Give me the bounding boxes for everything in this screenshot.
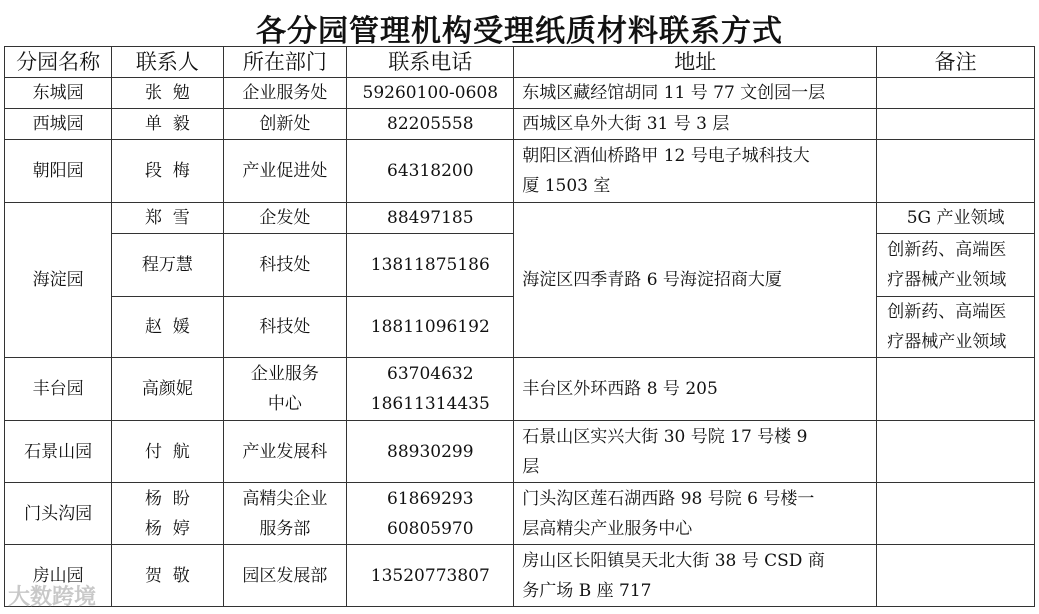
park-name: 丰台园 bbox=[5, 358, 112, 421]
address bbox=[514, 483, 877, 545]
contact-line: 杨 盼 bbox=[144, 488, 190, 509]
contact-name: 程万慧 bbox=[112, 234, 223, 297]
park-name: 海淀园 bbox=[5, 203, 112, 358]
note bbox=[877, 109, 1035, 140]
contact-name: 张 勉 bbox=[112, 78, 223, 109]
address-line: 朝阳区酒仙桥路甲 12 号电子城科技大 bbox=[522, 146, 810, 166]
phone: 18811096192 bbox=[347, 297, 514, 358]
address-line: 厦 1503 室 bbox=[522, 176, 611, 196]
page-title: 各分园管理机构受理纸质材料联系方式 bbox=[256, 14, 783, 49]
note-line: 创新药、高端医 bbox=[887, 240, 1007, 260]
header-phone: 联系电话 bbox=[347, 47, 514, 78]
header-address: 地址 bbox=[514, 47, 877, 78]
contact-name: 高颜妮 bbox=[112, 358, 223, 421]
note-line: 疗器械产业领域 bbox=[887, 270, 1007, 290]
table-row bbox=[5, 109, 1035, 140]
table-row bbox=[5, 203, 1035, 234]
phone-line: 18611314435 bbox=[370, 394, 490, 414]
department: 科技处 bbox=[223, 297, 347, 358]
address-line: 门头沟区莲石湖西路 98 号院 6 号楼一 bbox=[522, 488, 815, 509]
department-line: 中心 bbox=[267, 394, 302, 414]
address: 海淀区四季青路 6 号海淀招商大厦 bbox=[514, 203, 877, 358]
department: 企发处 bbox=[223, 203, 347, 234]
department bbox=[223, 483, 347, 545]
address-line: 石景山区实兴大街 30 号院 17 号楼 9 bbox=[522, 426, 808, 447]
department-line: 企业服务 bbox=[250, 364, 319, 384]
address bbox=[514, 140, 877, 203]
park-name: 房山园 bbox=[5, 545, 112, 607]
contact-name: 郑 雪 bbox=[112, 203, 223, 234]
note bbox=[877, 545, 1035, 607]
table-row bbox=[5, 358, 1035, 421]
department: 企业服务处 bbox=[223, 78, 347, 109]
contact-name: 付 航 bbox=[112, 421, 223, 483]
address-line: 层 bbox=[522, 456, 540, 477]
phone bbox=[347, 358, 514, 421]
contact-name: 段 梅 bbox=[112, 140, 223, 203]
contact-name bbox=[112, 483, 223, 545]
phone-line: 63704632 bbox=[387, 364, 474, 384]
table-row bbox=[5, 421, 1035, 483]
note bbox=[877, 421, 1035, 483]
header-park: 分园名称 bbox=[5, 47, 112, 78]
phone: 82205558 bbox=[347, 109, 514, 140]
phone bbox=[347, 483, 514, 545]
park-name: 朝阳园 bbox=[5, 140, 112, 203]
phone-line: 60805970 bbox=[387, 518, 474, 539]
contact-line: 杨 婷 bbox=[144, 518, 190, 539]
address: 丰台区外环西路 8 号 205 bbox=[514, 358, 877, 421]
department-line: 服务部 bbox=[259, 518, 311, 539]
note bbox=[877, 234, 1035, 297]
park-name: 门头沟园 bbox=[5, 483, 112, 545]
table-row bbox=[5, 483, 1035, 545]
park-name: 石景山园 bbox=[5, 421, 112, 483]
note-line: 创新药、高端医 bbox=[887, 302, 1007, 322]
phone: 88930299 bbox=[347, 421, 514, 483]
department: 科技处 bbox=[223, 234, 347, 297]
address-line: 层高精尖产业服务中心 bbox=[522, 518, 693, 539]
address bbox=[514, 545, 877, 607]
phone: 64318200 bbox=[347, 140, 514, 203]
address: 西城区阜外大街 31 号 3 层 bbox=[514, 109, 877, 140]
note bbox=[877, 358, 1035, 421]
note bbox=[877, 78, 1035, 109]
address-line: 房山区长阳镇昊天北大街 38 号 CSD 商 bbox=[522, 550, 825, 571]
note bbox=[877, 140, 1035, 203]
table-row bbox=[5, 140, 1035, 203]
department: 园区发展部 bbox=[223, 545, 347, 607]
phone: 88497185 bbox=[347, 203, 514, 234]
address-line: 务广场 B 座 717 bbox=[522, 580, 652, 601]
department-line: 高精尖企业 bbox=[242, 488, 328, 509]
department: 产业发展科 bbox=[223, 421, 347, 483]
note: 5G 产业领域 bbox=[877, 203, 1035, 234]
address bbox=[514, 421, 877, 483]
header-dept: 所在部门 bbox=[223, 47, 347, 78]
note bbox=[877, 483, 1035, 545]
department bbox=[223, 358, 347, 421]
contact-name: 赵 媛 bbox=[112, 297, 223, 358]
table-row bbox=[5, 78, 1035, 109]
department: 创新处 bbox=[223, 109, 347, 140]
department: 产业促进处 bbox=[223, 140, 347, 203]
contact-name: 单 毅 bbox=[112, 109, 223, 140]
table-row bbox=[5, 545, 1035, 607]
park-name: 西城园 bbox=[5, 109, 112, 140]
phone: 13811875186 bbox=[347, 234, 514, 297]
contact-name: 贺 敬 bbox=[112, 545, 223, 607]
phone: 59260100-0608 bbox=[347, 78, 514, 109]
header-note: 备注 bbox=[877, 47, 1035, 78]
park-name: 东城园 bbox=[5, 78, 112, 109]
address: 东城区藏经馆胡同 11 号 77 文创园一层 bbox=[514, 78, 877, 109]
phone: 13520773807 bbox=[347, 545, 514, 607]
note-line: 疗器械产业领域 bbox=[887, 332, 1007, 352]
header-contact: 联系人 bbox=[112, 47, 223, 78]
header-row bbox=[5, 47, 1035, 78]
watermark: 大数跨境 bbox=[8, 585, 97, 610]
note bbox=[877, 297, 1035, 358]
contact-table bbox=[4, 46, 1035, 607]
phone-line: 61869293 bbox=[387, 488, 474, 509]
